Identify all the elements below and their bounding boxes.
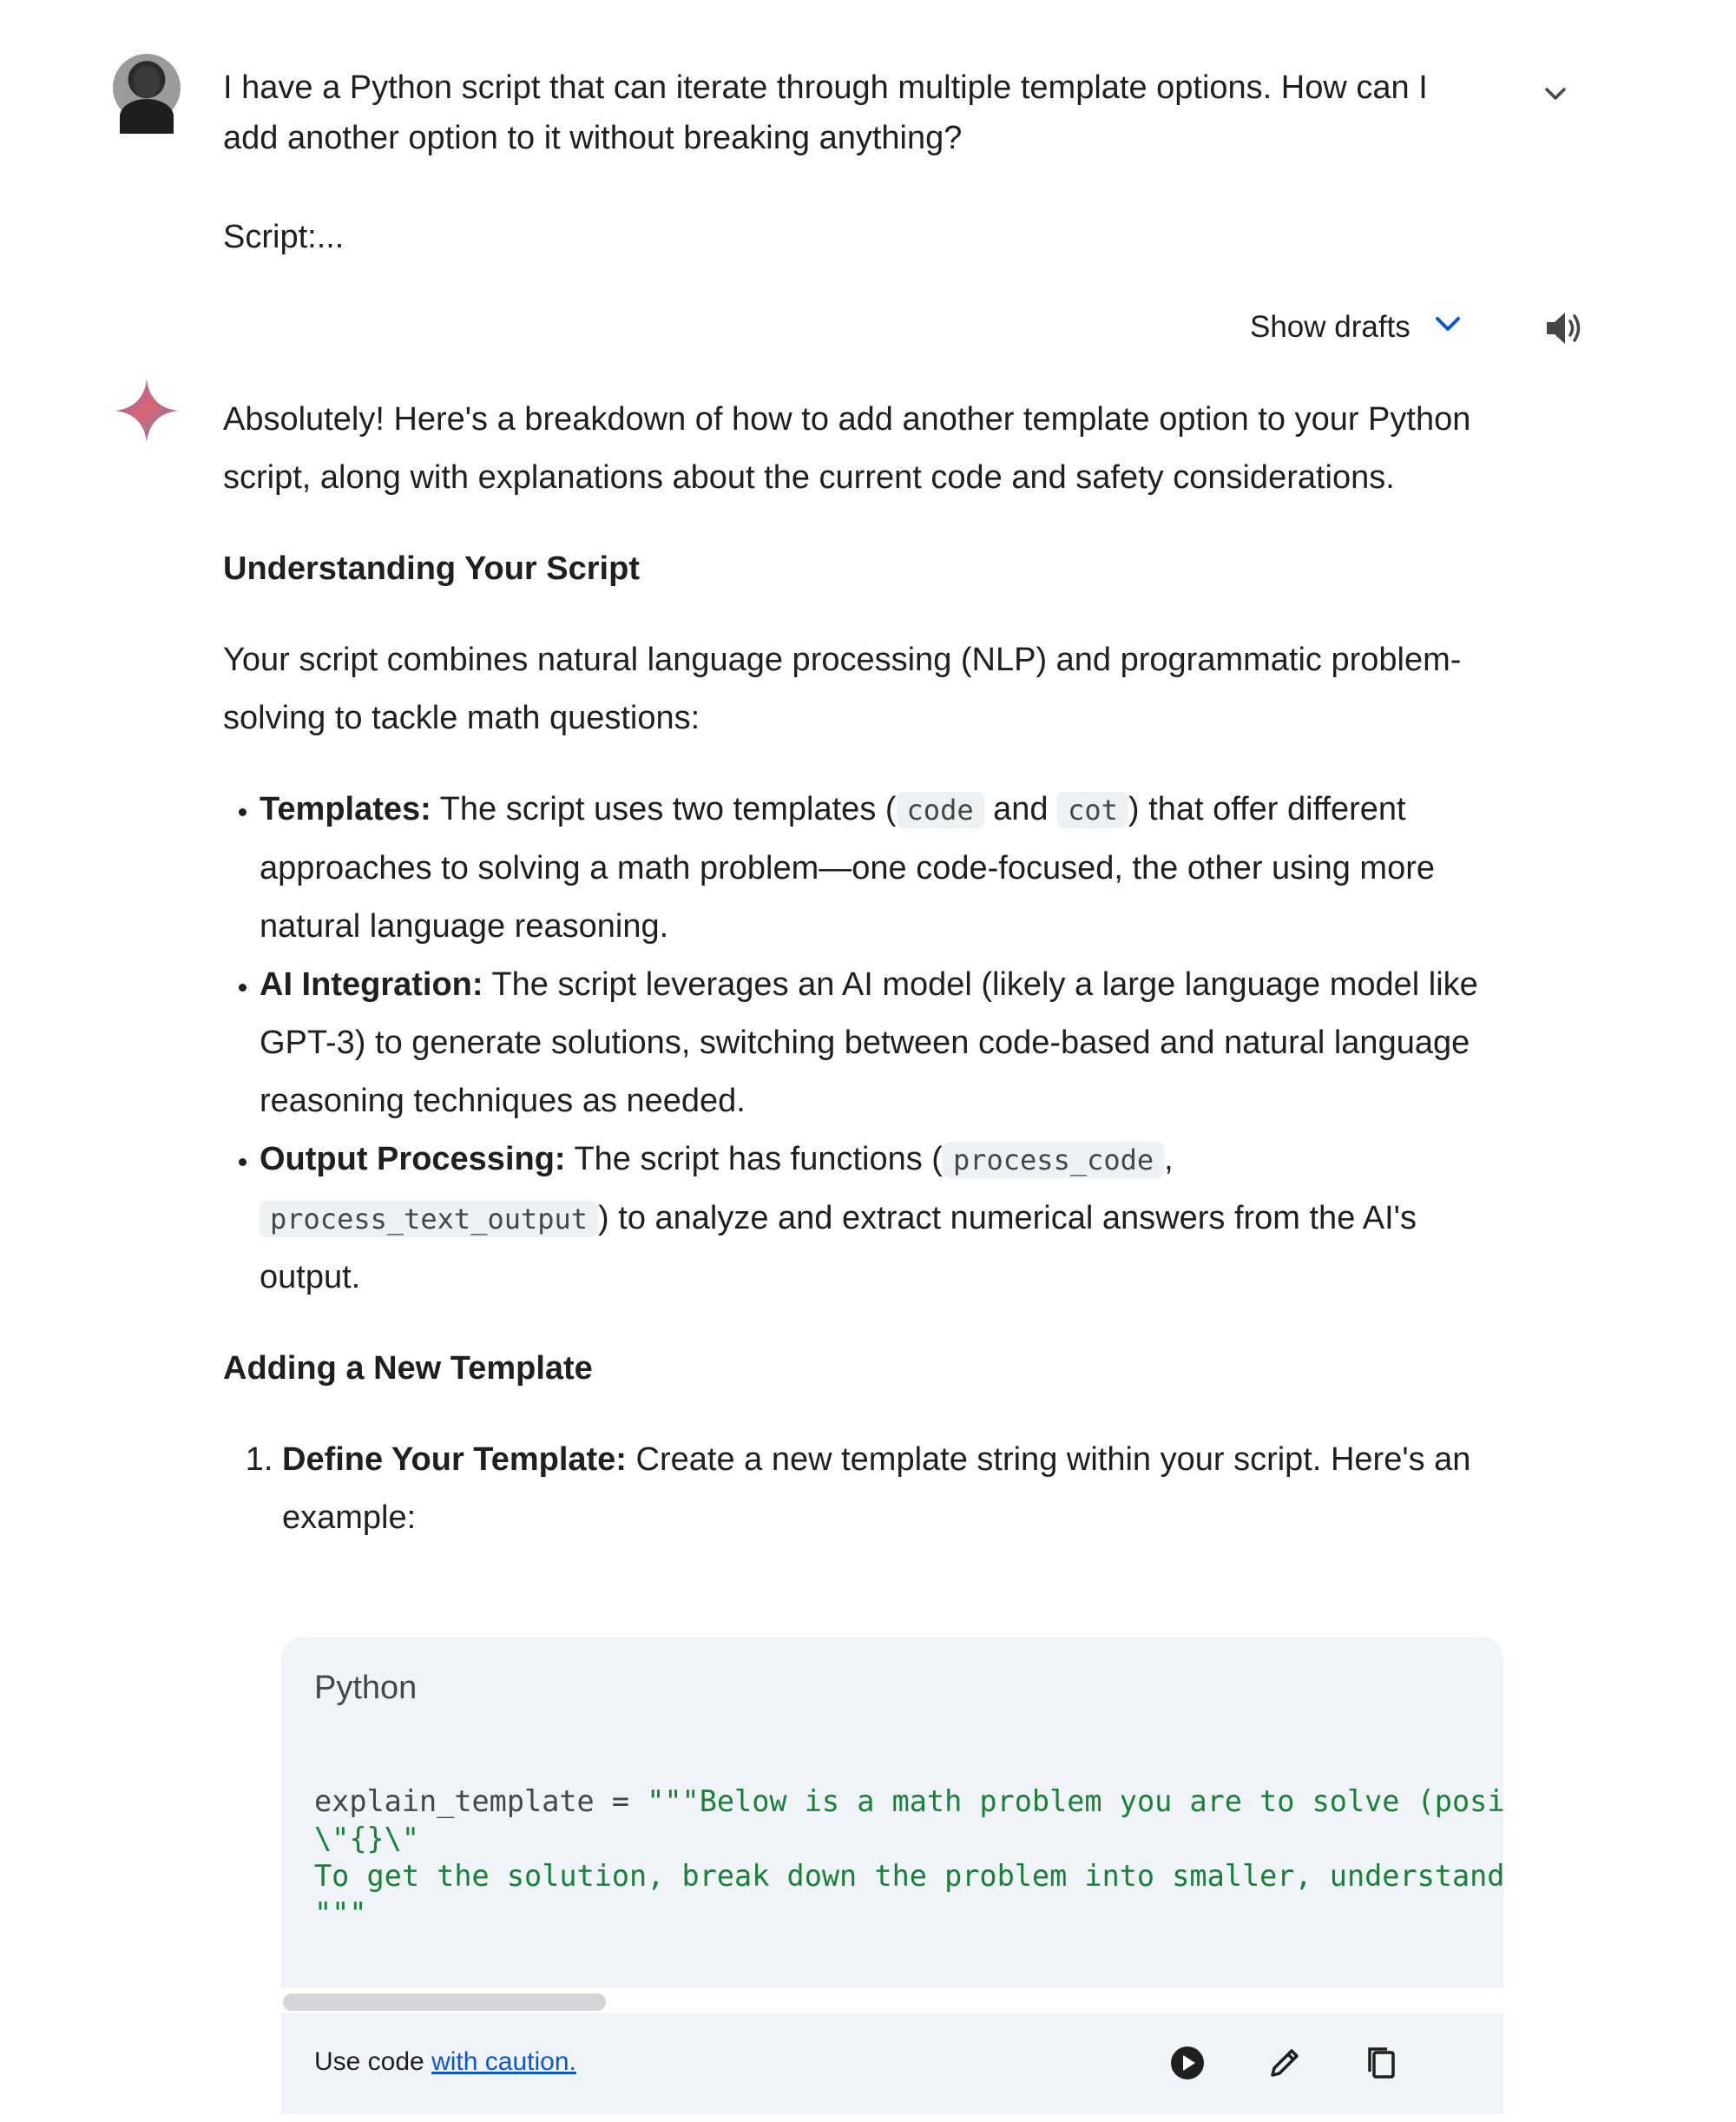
bullet-label: AI Integration: bbox=[260, 966, 483, 1003]
bullet-label: Templates: bbox=[260, 791, 431, 827]
list-item: • Output Processing: The script has functions ( process_code , process_text_output ) to analyze and extract numerical answers from the AI's output. bbox=[260, 1130, 1508, 1307]
code-content[interactable]: explain_template = """Below is a math problem you are to solve (posi \"{}\" To get the solution, break down the problem into smaller, understand """ bbox=[314, 1784, 1505, 1930]
user-prompt-text: I have a Python script that can iterate through multiple template options. How can I add another option to it without breaking anything? bbox=[223, 69, 1428, 156]
user-prompt-script: Script:... bbox=[223, 219, 345, 255]
code-block bbox=[281, 1637, 1503, 2114]
show-drafts-button[interactable] bbox=[1250, 306, 1466, 349]
inline-code: cot bbox=[1057, 792, 1128, 828]
chevron-down-icon bbox=[1430, 306, 1466, 350]
list-item: 1. Define Your Template: Create a new template string within your script. Here's an example: bbox=[282, 1431, 1508, 1547]
show-drafts-label: Show drafts bbox=[1250, 310, 1410, 344]
user-prompt bbox=[223, 63, 1490, 163]
list-item: • Templates: The script uses two templates ( code and cot ) that offer different approaches to solving a math problem—one code-focused, the other using more natural language reasoning. bbox=[260, 781, 1508, 956]
caution-text: Use code with caution. bbox=[314, 2047, 576, 2076]
inline-code: code bbox=[897, 792, 984, 828]
heading-understanding: Understanding Your Script bbox=[223, 550, 640, 587]
code-language-label: Python bbox=[314, 1670, 418, 1706]
run-icon[interactable] bbox=[1167, 2042, 1208, 2084]
bullet-label: Output Processing: bbox=[260, 1141, 566, 1177]
caution-link[interactable]: with caution. bbox=[431, 2047, 576, 2076]
scrollbar-thumb[interactable] bbox=[283, 1993, 606, 2011]
chevron-down-icon[interactable] bbox=[1538, 76, 1573, 111]
gemini-spark-icon bbox=[113, 377, 181, 445]
speaker-icon[interactable] bbox=[1542, 306, 1587, 351]
understanding-text: Your script combines natural language processing (NLP) and programmatic problem-solving to tackle math questions: bbox=[223, 642, 1462, 736]
user-avatar bbox=[113, 54, 181, 122]
response-body bbox=[223, 391, 1508, 1547]
copy-icon[interactable] bbox=[1361, 2042, 1403, 2084]
heading-adding: Adding a New Template bbox=[223, 1350, 593, 1387]
horizontal-scrollbar[interactable] bbox=[281, 1988, 1503, 2013]
inline-code: process_code bbox=[943, 1142, 1164, 1178]
response-intro: Absolutely! Here's a breakdown of how to add another template option to your Python script, along with explanations about the current code and safety considerations. bbox=[223, 401, 1471, 496]
edit-icon[interactable] bbox=[1264, 2042, 1305, 2084]
inline-code: process_text_output bbox=[260, 1201, 598, 1237]
code-footer bbox=[281, 2013, 1503, 2114]
bullet-list bbox=[223, 781, 1508, 1307]
step-label: Define Your Template: bbox=[282, 1441, 627, 1478]
list-item: • AI Integration: The script leverages an AI model (likely a large language model like GPT-3) to generate solutions, switching between code-based and natural language reasoning techniques as needed. bbox=[260, 956, 1508, 1130]
step-list bbox=[223, 1431, 1508, 1547]
